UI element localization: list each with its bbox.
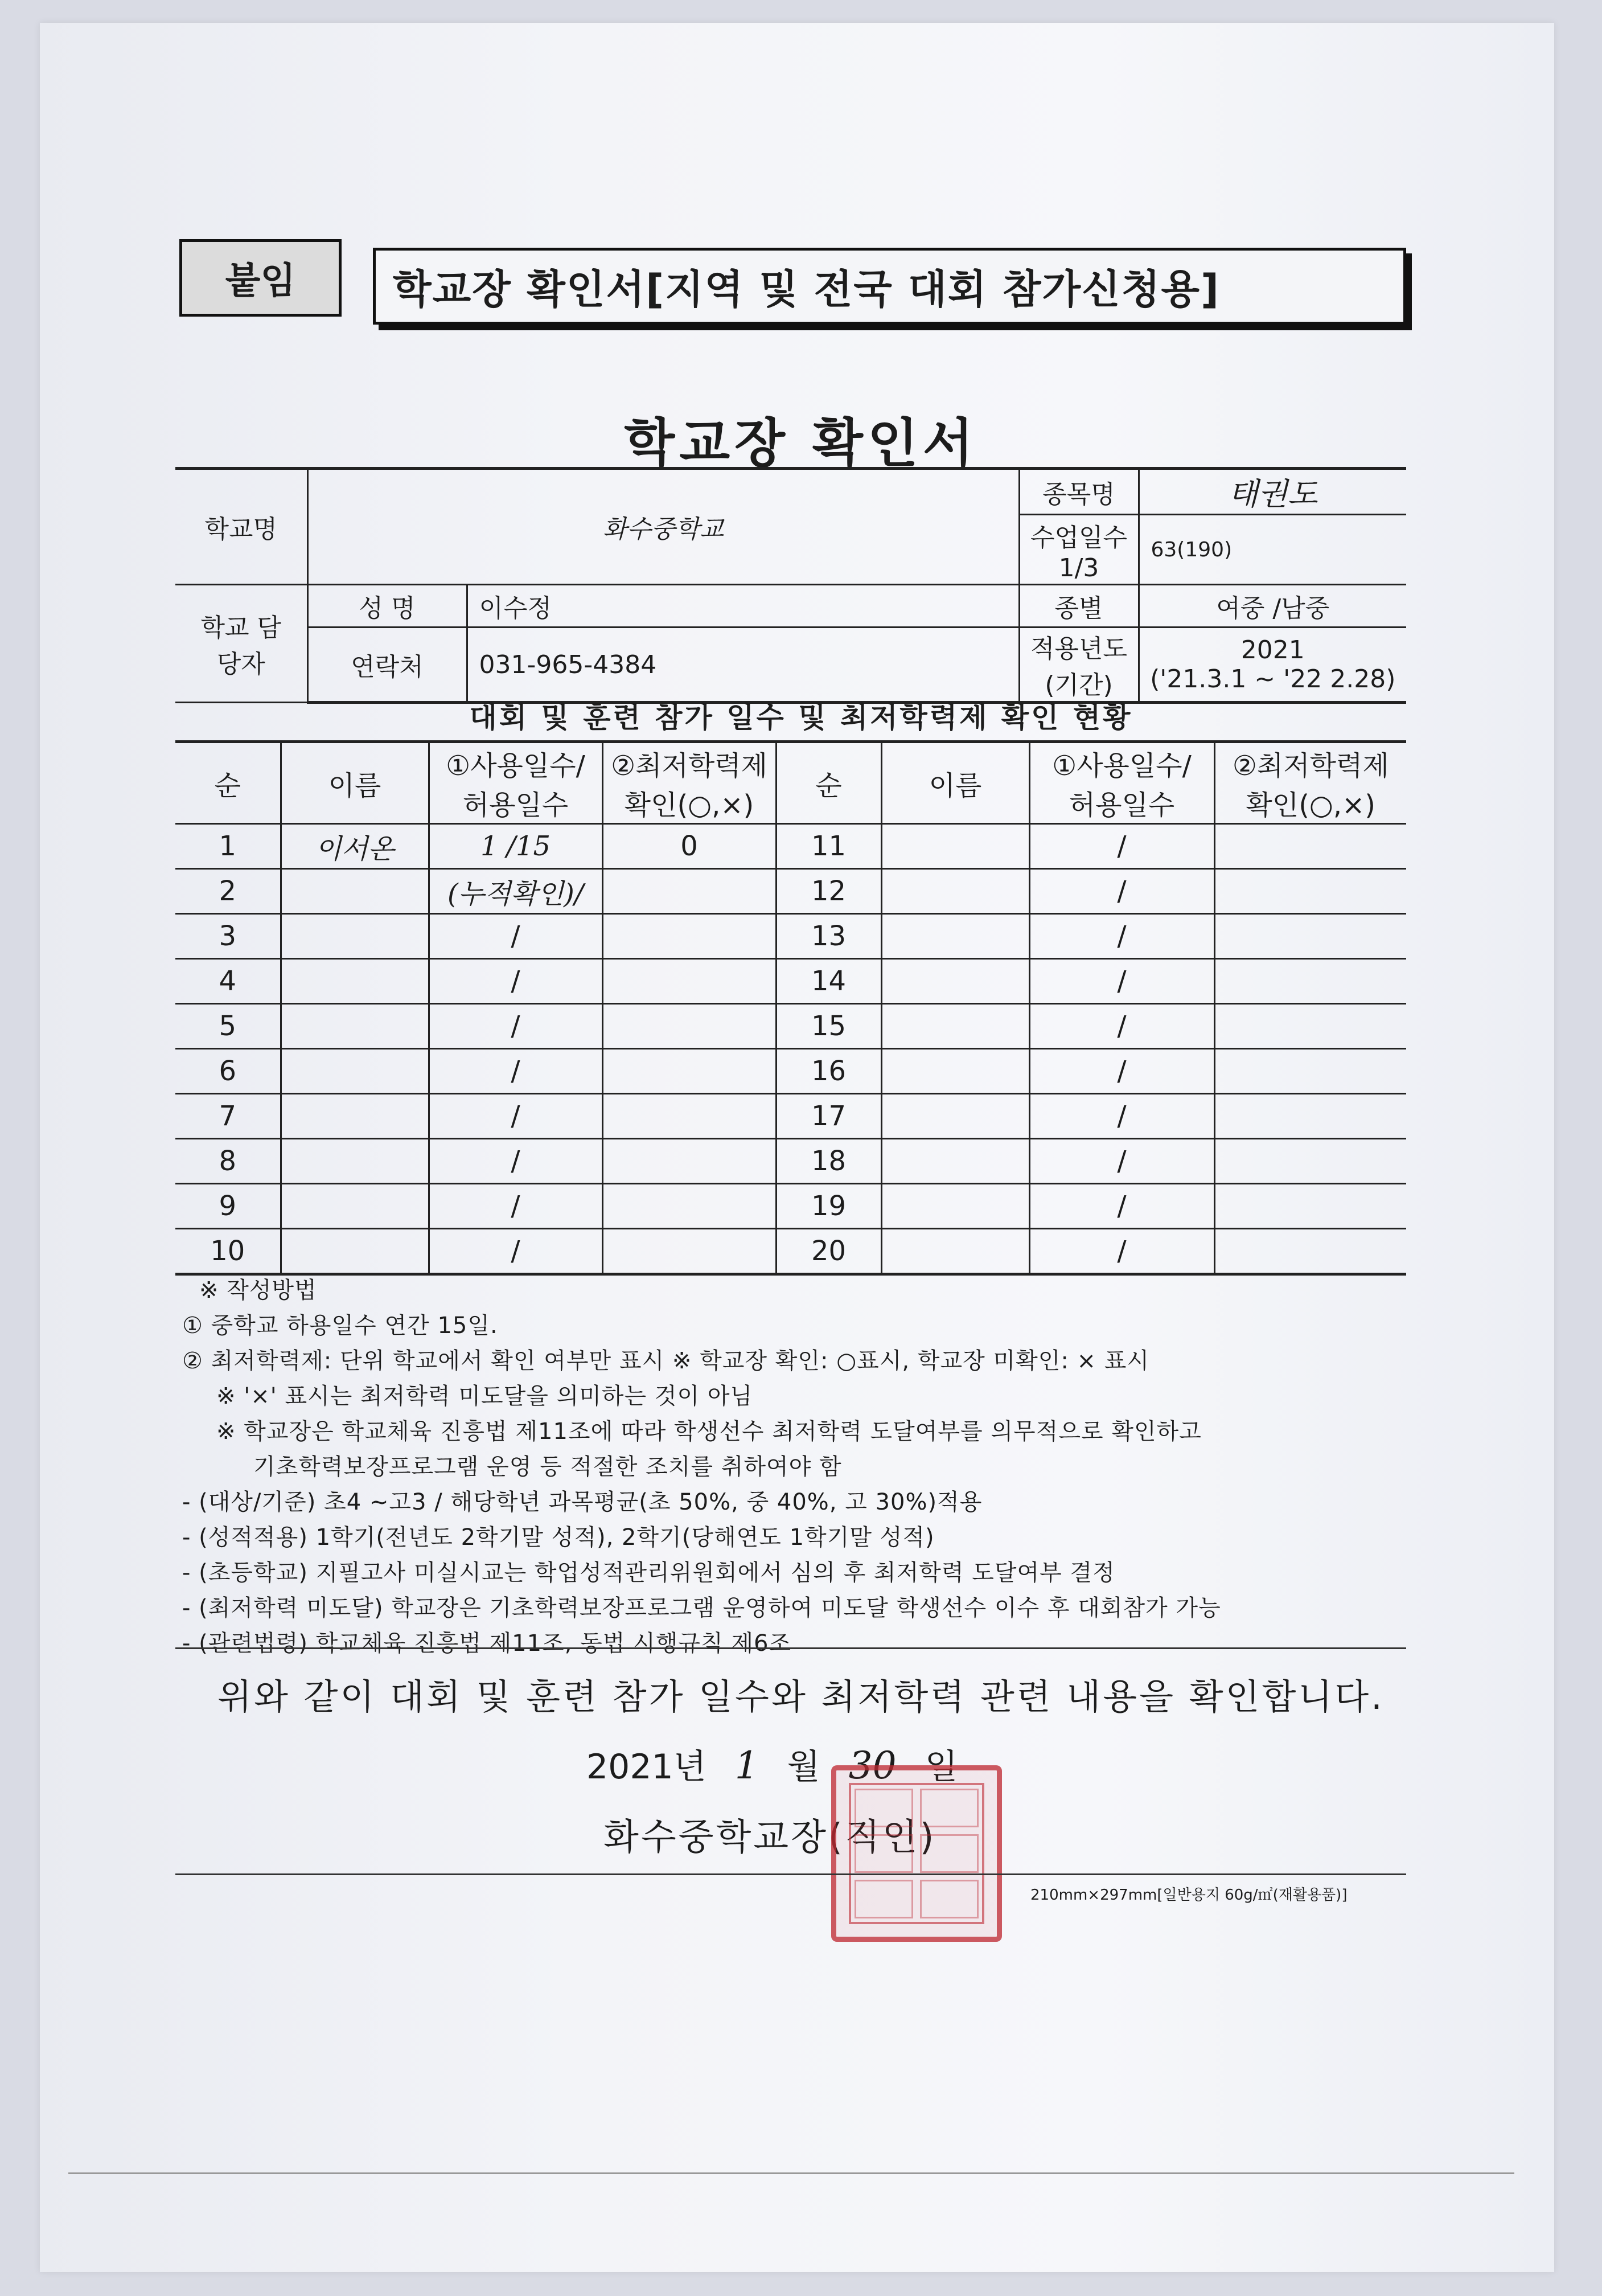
class-days-label: 수업일수 bbox=[1030, 523, 1127, 552]
table-row bbox=[175, 869, 1406, 914]
type-value: 여중 /남중 bbox=[1139, 585, 1406, 628]
table-row bbox=[175, 1139, 1406, 1184]
student-name bbox=[881, 869, 1029, 914]
school-info-table bbox=[175, 467, 1406, 704]
period-label: (기간) bbox=[1045, 671, 1113, 700]
min-academic-check bbox=[1214, 1049, 1406, 1094]
student-name bbox=[281, 1139, 429, 1184]
contact-label: 연락처 bbox=[307, 628, 467, 703]
note-item: ② 최저학력제: 단위 학교에서 확인 여부만 표시 ※ 학교장 확인: ○표시, 학교장 미확인: × 표시 bbox=[182, 1348, 1150, 1374]
note-item: ※ 학교장은 학교체육 진흥법 제11조에 따라 학생선수 최저학력 도달여부를 의무적으로 확인하고 bbox=[216, 1418, 1202, 1445]
min-academic-check bbox=[602, 1229, 776, 1274]
header-days-right: ①사용일수/ 허용일수 bbox=[1029, 742, 1214, 824]
document-title: 학교장 확인서 bbox=[624, 413, 978, 474]
table-row bbox=[175, 1049, 1406, 1094]
row-number: 16 bbox=[776, 1049, 881, 1094]
period-value: ('21.3.1 ~ '22 2.28) bbox=[1150, 665, 1396, 694]
row-number: 6 bbox=[175, 1049, 281, 1094]
table-row bbox=[175, 1229, 1406, 1274]
student-name bbox=[281, 869, 429, 914]
student-name bbox=[881, 1094, 1029, 1139]
note-heading: ※ 작성방법 bbox=[199, 1277, 317, 1303]
header-days-left: ①사용일수/ 허용일수 bbox=[429, 742, 602, 824]
section-title: 대회 및 훈련 참가 일수 및 최저학력제 확인 현황 bbox=[469, 701, 1133, 734]
used-days: / bbox=[1029, 1229, 1214, 1274]
header-check-left: ②최저학력제 확인(○,×) bbox=[602, 742, 776, 824]
note-item: ① 중학교 하용일수 연간 15일. bbox=[182, 1313, 498, 1339]
row-number: 11 bbox=[776, 824, 881, 869]
student-name bbox=[281, 1094, 429, 1139]
class-days-label-cell bbox=[1019, 515, 1139, 585]
used-days: / bbox=[429, 1184, 602, 1229]
class-days-fraction: 1/3 bbox=[1058, 553, 1099, 583]
student-name bbox=[281, 1049, 429, 1094]
student-name bbox=[881, 1184, 1029, 1229]
divider bbox=[175, 1647, 1406, 1649]
event-value: 태권도 bbox=[1139, 469, 1406, 515]
row-number: 18 bbox=[776, 1139, 881, 1184]
min-academic-check bbox=[1214, 914, 1406, 959]
form-title-box: 학교장 확인서[지역 및 전국 대회 참가신청용] bbox=[373, 248, 1406, 325]
used-days: / bbox=[1029, 824, 1214, 869]
date-day-label: 일 bbox=[925, 1747, 958, 1787]
used-days: / bbox=[1029, 1184, 1214, 1229]
confirmation-text: 위와 같이 대회 및 훈련 참가 일수와 최저학력 관련 내용을 확인합니다. bbox=[217, 1676, 1385, 1717]
note-item: - (최저학력 미도달) 학교장은 기초학력보장프로그램 운영하여 미도달 학생선수 이수 후 대회참가 가능 bbox=[182, 1595, 1221, 1621]
used-days: / bbox=[1029, 1004, 1214, 1049]
contact-value: 031-965-4384 bbox=[467, 628, 1019, 703]
min-academic-check bbox=[602, 1139, 776, 1184]
row-number: 17 bbox=[776, 1094, 881, 1139]
row-number: 20 bbox=[776, 1229, 881, 1274]
student-name bbox=[881, 1004, 1029, 1049]
student-name bbox=[881, 914, 1029, 959]
min-academic-check bbox=[1214, 869, 1406, 914]
min-academic-check bbox=[1214, 959, 1406, 1004]
used-days: / bbox=[429, 1004, 602, 1049]
name-value: 이수정 bbox=[467, 585, 1019, 628]
header-no-left: 순 bbox=[175, 742, 281, 824]
row-number: 15 bbox=[776, 1004, 881, 1049]
min-academic-check bbox=[1214, 824, 1406, 869]
table-row bbox=[175, 824, 1406, 869]
used-days: / bbox=[1029, 914, 1214, 959]
name-label: 성 명 bbox=[307, 585, 467, 628]
used-days: / bbox=[429, 959, 602, 1004]
min-academic-check bbox=[602, 1004, 776, 1049]
roster-table bbox=[175, 740, 1406, 1276]
min-academic-check bbox=[602, 959, 776, 1004]
table-row bbox=[175, 1184, 1406, 1229]
min-academic-check bbox=[602, 914, 776, 959]
used-days: / bbox=[429, 1229, 602, 1274]
row-number: 14 bbox=[776, 959, 881, 1004]
table-row bbox=[175, 914, 1406, 959]
divider bbox=[175, 1873, 1406, 1875]
min-academic-check bbox=[1214, 1004, 1406, 1049]
min-academic-check: 0 bbox=[602, 824, 776, 869]
student-name bbox=[881, 824, 1029, 869]
student-name: 이서온 bbox=[281, 824, 429, 869]
student-name bbox=[881, 1049, 1029, 1094]
student-name bbox=[281, 1004, 429, 1049]
min-academic-check bbox=[1214, 1184, 1406, 1229]
student-name bbox=[281, 914, 429, 959]
year-value: 2021 bbox=[1240, 636, 1305, 665]
attachment-tag: 붙임 bbox=[179, 239, 342, 317]
table-row bbox=[175, 1094, 1406, 1139]
class-days-value: 63(190) bbox=[1139, 515, 1406, 585]
official-seal-icon bbox=[831, 1765, 1002, 1942]
student-name bbox=[281, 1184, 429, 1229]
row-number: 8 bbox=[175, 1139, 281, 1184]
school-name-value: 화수중학교 bbox=[307, 469, 1019, 585]
row-number: 19 bbox=[776, 1184, 881, 1229]
instructions bbox=[182, 1273, 1435, 1661]
note-item: - (초등학교) 지필고사 미실시교는 학업성적관리위원회에서 심의 후 최저학력 도달여부 결정 bbox=[182, 1560, 1115, 1586]
event-label: 종목명 bbox=[1019, 469, 1139, 515]
used-days: / bbox=[1029, 869, 1214, 914]
row-number: 4 bbox=[175, 959, 281, 1004]
student-name bbox=[881, 1139, 1029, 1184]
row-number: 3 bbox=[175, 914, 281, 959]
min-academic-check bbox=[602, 1094, 776, 1139]
row-number: 1 bbox=[175, 824, 281, 869]
header-name-left: 이름 bbox=[281, 742, 429, 824]
min-academic-check bbox=[1214, 1094, 1406, 1139]
school-name-label: 학교명 bbox=[175, 469, 307, 585]
student-name bbox=[881, 1229, 1029, 1274]
date-month-label: 월 bbox=[787, 1747, 820, 1787]
min-academic-check bbox=[1214, 1139, 1406, 1184]
student-name bbox=[281, 959, 429, 1004]
used-days: 1 /15 bbox=[429, 824, 602, 869]
year-label: 적용년도 bbox=[1030, 634, 1127, 663]
min-academic-check bbox=[602, 1184, 776, 1229]
used-days: (누적확인)/ bbox=[429, 869, 602, 914]
table-row bbox=[175, 1004, 1406, 1049]
year-value-cell bbox=[1139, 628, 1406, 703]
note-item: - (관련법령) 학교체육 진흥법 제11조, 동법 시행규칙 제6조 bbox=[182, 1630, 792, 1657]
row-number: 12 bbox=[776, 869, 881, 914]
staff-label: 학교 담당자 bbox=[175, 585, 307, 703]
date-month: 1 bbox=[734, 1744, 759, 1787]
note-item: - (대상/기준) 초4 ~고3 / 해당학년 과목평균(초 50%, 중 40%, 고 30%)적용 bbox=[182, 1489, 983, 1515]
note-item: 기초학력보장프로그램 운영 등 적절한 조치를 취하여야 함 bbox=[253, 1454, 842, 1480]
date-day: 30 bbox=[848, 1744, 897, 1787]
row-number: 13 bbox=[776, 914, 881, 959]
note-item: ※ '×' 표시는 최저학력 미도달을 의미하는 것이 아님 bbox=[216, 1383, 753, 1409]
row-number: 9 bbox=[175, 1184, 281, 1229]
used-days: / bbox=[1029, 1049, 1214, 1094]
student-name bbox=[881, 959, 1029, 1004]
header-name-right: 이름 bbox=[881, 742, 1029, 824]
type-label: 종별 bbox=[1019, 585, 1139, 628]
used-days: / bbox=[1029, 959, 1214, 1004]
used-days: / bbox=[1029, 1094, 1214, 1139]
row-number: 2 bbox=[175, 869, 281, 914]
used-days: / bbox=[1029, 1139, 1214, 1184]
used-days: / bbox=[429, 914, 602, 959]
used-days: / bbox=[429, 1049, 602, 1094]
date-year: 2021년 bbox=[586, 1747, 706, 1787]
used-days: / bbox=[429, 1094, 602, 1139]
page-bottom-line bbox=[68, 2172, 1514, 2174]
row-number: 10 bbox=[175, 1229, 281, 1274]
min-academic-check bbox=[602, 1049, 776, 1094]
min-academic-check bbox=[602, 869, 776, 914]
year-label-cell bbox=[1019, 628, 1139, 703]
table-row bbox=[175, 959, 1406, 1004]
principal-signature: 화수중학교장(직인) bbox=[603, 1817, 936, 1859]
header-no-right: 순 bbox=[776, 742, 881, 824]
paper-spec: 210mm×297mm[일반용지 60g/㎡(재활용품)] bbox=[1030, 1887, 1348, 1904]
row-number: 5 bbox=[175, 1004, 281, 1049]
note-item: - (성적적용) 1학기(전년도 2학기말 성적), 2학기(당해연도 1학기말 성적) bbox=[182, 1524, 935, 1551]
used-days: / bbox=[429, 1139, 602, 1184]
row-number: 7 bbox=[175, 1094, 281, 1139]
header-check-right: ②최저학력제 확인(○,×) bbox=[1214, 742, 1406, 824]
min-academic-check bbox=[1214, 1229, 1406, 1274]
student-name bbox=[281, 1229, 429, 1274]
